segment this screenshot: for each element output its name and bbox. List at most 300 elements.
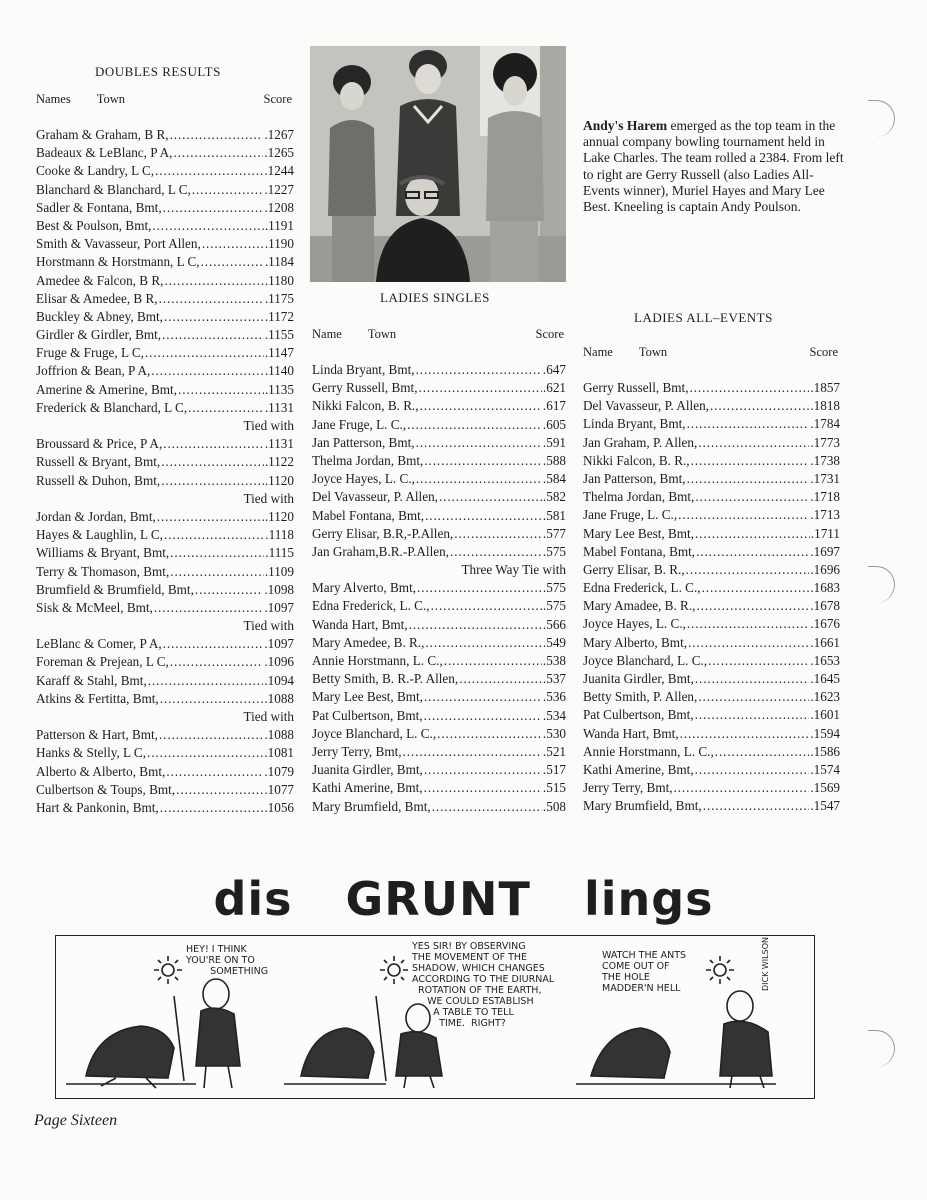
comic-strip (55, 935, 815, 1099)
result-score: .591 (542, 434, 566, 450)
leader-dots (424, 689, 542, 705)
result-score: .647 (542, 362, 566, 377)
leader-dots (419, 380, 542, 396)
leader-dots (687, 471, 810, 487)
result-name: Nikki Falcon, B. R., (312, 398, 419, 414)
result-row (312, 598, 566, 616)
leader-dots (176, 782, 263, 798)
result-score: .1115 (265, 545, 294, 561)
leader-dots (698, 435, 809, 451)
result-name: Jerry Terry, Bmt, (583, 780, 673, 796)
result-score: .1718 (810, 489, 840, 505)
result-name: Mary Alberto, Bmt, (583, 634, 688, 650)
result-name: Amerine & Amerine, Bmt, (36, 381, 178, 397)
result-score: .1155 (264, 327, 294, 343)
leader-dots (690, 380, 810, 396)
result-row (36, 727, 294, 745)
result-score: .1190 (264, 236, 294, 252)
result-score: .1265 (264, 145, 294, 161)
result-row (583, 726, 840, 744)
result-score: .1079 (264, 763, 294, 779)
result-name: Hart & Pankonin, Bmt, (36, 799, 159, 815)
result-row (583, 416, 840, 434)
result-name: Girdler & Girdler, Bmt, (36, 327, 162, 343)
result-row (583, 489, 840, 507)
result-score: .1175 (264, 290, 294, 306)
result-name: Best & Poulson, Bmt, (36, 217, 152, 233)
result-score: .530 (542, 725, 566, 741)
result-row (36, 473, 294, 491)
tie-note-text: Tied with (243, 618, 294, 634)
comic-title (0, 872, 927, 926)
comic-panel2-speech: YES SIR! BY OBSERVING THE MOVEMENT OF THE SHADOW, WHICH CHANGES ACCORDING TO THE DIURNAL ROTATION OF THE EARTH, WE COULD ESTABLISH A TABLE TO TELL TIME. RIGHT? (412, 941, 555, 1029)
leader-dots (164, 309, 264, 325)
team-photo-illustration (310, 46, 566, 282)
doubles-results-list (36, 127, 294, 818)
result-name: Wanda Hart, Bmt, (312, 616, 408, 632)
result-row (583, 689, 840, 707)
result-score: .1097 (264, 636, 294, 652)
allevents-col-name: Name (583, 345, 613, 359)
result-row (36, 745, 294, 763)
result-row (36, 145, 294, 163)
result-score: .1857 (810, 380, 840, 395)
comic-signature: DICK WILSON (761, 937, 770, 991)
result-name: Jerry Terry, Bmt, (312, 743, 402, 759)
result-row (312, 780, 566, 798)
result-row (36, 564, 294, 582)
singles-col-town: Town (367, 327, 397, 341)
result-score: .575 (542, 598, 566, 614)
tie-note-text: Tied with (243, 418, 294, 433)
result-name: Nikki Falcon, B. R., (583, 452, 690, 468)
result-name: Horstmann & Horstmann, L C, (36, 254, 200, 270)
result-score: .1131 (264, 436, 294, 452)
leader-dots (154, 600, 263, 616)
leader-dots (145, 345, 264, 361)
allevents-results-list (583, 380, 840, 817)
result-row (312, 671, 566, 689)
leader-dots (687, 616, 809, 632)
result-score: .1696 (810, 561, 840, 577)
leader-dots (439, 489, 542, 505)
result-name: Mary Lee Best, Bmt, (583, 525, 694, 541)
result-score: .1784 (810, 416, 840, 432)
leader-dots (159, 291, 264, 307)
leader-dots (155, 163, 263, 179)
leader-dots (407, 417, 542, 433)
result-score: .575 (542, 543, 566, 559)
tie-note-text: Tied with (243, 709, 294, 724)
leader-dots (425, 508, 542, 524)
leader-dots (695, 526, 810, 542)
result-name: Mary Amedee, B. R., (312, 634, 425, 650)
result-name: Jan Patterson, Bmt, (312, 434, 415, 450)
result-name: Gerry Russell, Bmt, (312, 380, 418, 396)
result-score: .1738 (810, 452, 840, 468)
result-row (312, 617, 566, 635)
result-score: .1056 (264, 799, 294, 815)
result-name: Linda Bryant, Bmt, (583, 416, 686, 432)
comic-title-lings: lings (583, 872, 714, 926)
result-row (36, 636, 294, 654)
result-score: .1683 (810, 580, 840, 596)
result-score: .1678 (810, 598, 840, 614)
result-row (583, 707, 840, 725)
leader-dots (195, 582, 263, 598)
leader-dots (702, 580, 810, 596)
result-row (36, 182, 294, 200)
leader-dots (695, 762, 810, 778)
result-name: Wanda Hart, Bmt, (583, 725, 679, 741)
result-score: .1109 (264, 563, 294, 579)
result-row (583, 398, 840, 416)
result-row (36, 764, 294, 782)
leader-dots (424, 780, 542, 796)
result-score: .537 (542, 671, 566, 687)
singles-col-name: Name (312, 327, 342, 341)
result-name: Mabel Fontana, Bmt, (583, 543, 696, 559)
result-name: Jane Fruge, L. C., (583, 507, 678, 523)
leader-dots (424, 762, 542, 778)
result-score: .1244 (264, 163, 294, 179)
result-score: .1118 (265, 527, 294, 543)
result-row (36, 400, 294, 418)
result-row (312, 708, 566, 726)
result-name: Joyce Blanchard, L. C., (312, 725, 437, 741)
result-row (36, 236, 294, 254)
result-row (36, 273, 294, 291)
result-name: Russell & Bryant, Bmt, (36, 454, 161, 470)
leader-dots (424, 453, 542, 469)
result-row (583, 653, 840, 671)
result-name: Atkins & Fertitta, Bmt, (36, 690, 159, 706)
result-name: Mabel Fontana, Bmt, (312, 507, 425, 523)
leader-dots (687, 416, 810, 432)
result-score: .1574 (810, 761, 840, 777)
result-row (583, 471, 840, 489)
result-score: .1773 (810, 434, 840, 450)
result-row (583, 562, 840, 580)
result-score: .1191 (264, 217, 294, 233)
result-row (583, 671, 840, 689)
leader-dots (192, 182, 264, 198)
result-score: .1122 (264, 454, 294, 470)
result-name: Juanita Girdler, Bmt, (583, 671, 694, 686)
result-name: Betty Smith, B. R.-P. Allen, (312, 671, 459, 687)
leader-dots (416, 471, 542, 487)
result-row (583, 453, 840, 471)
result-name: Jane Fruge, L. C., (312, 416, 407, 432)
result-row (583, 744, 840, 762)
result-score: .1569 (810, 780, 840, 796)
result-name: Foreman & Prejean, L C, (36, 654, 169, 670)
result-row (36, 363, 294, 381)
result-row (312, 435, 566, 453)
result-score: .536 (542, 689, 566, 705)
result-name: Broussard & Price, P A, (36, 436, 163, 452)
leader-dots (164, 527, 264, 543)
result-name: Russell & Duhon, Bmt, (36, 472, 161, 488)
result-name: Betty Smith, P. Allen, (583, 689, 698, 705)
tie-note (312, 562, 566, 580)
result-name: Edna Frederick, L. C., (583, 580, 701, 596)
leader-dots (680, 726, 810, 742)
result-row (583, 798, 840, 816)
result-name: Smith & Vavasseur, Port Allen, (36, 236, 201, 252)
leader-dots (152, 218, 263, 234)
result-score: .1135 (264, 381, 294, 397)
result-score: .534 (542, 707, 566, 723)
result-score: .575 (542, 580, 566, 596)
tie-note (36, 418, 294, 436)
result-score: .1697 (810, 543, 840, 559)
allevents-column-headers (583, 345, 838, 360)
result-row (36, 218, 294, 236)
result-name: Juanita Girdler, Bmt, (312, 762, 423, 778)
result-name: Elisar & Amedee, B R, (36, 290, 158, 306)
leader-dots (160, 800, 264, 816)
leader-dots (170, 654, 264, 670)
result-score: .1645 (810, 671, 840, 686)
doubles-col-score: Score (263, 92, 292, 106)
result-row (36, 545, 294, 563)
result-name: Edna Frederick, L. C., (312, 598, 430, 614)
leader-dots (417, 580, 542, 596)
result-score: .584 (542, 471, 566, 487)
result-row (36, 200, 294, 218)
result-score: .1131 (264, 399, 294, 415)
result-row (312, 489, 566, 507)
tie-note (36, 491, 294, 509)
result-row (312, 689, 566, 707)
result-name: Brumfield & Brumfield, Bmt, (36, 581, 194, 597)
allevents-heading: LADIES ALL–EVENTS (634, 310, 773, 325)
result-row (312, 417, 566, 435)
result-score: .621 (542, 380, 566, 396)
caption-lead: Andy's Harem (583, 118, 668, 133)
leader-dots (450, 544, 542, 560)
page-edge-mark (868, 1030, 895, 1067)
result-score: .1120 (264, 472, 294, 488)
result-row (583, 616, 840, 634)
result-name: Annie Horstmann, L. C., (583, 743, 714, 759)
result-score: .617 (542, 398, 566, 414)
leader-dots (416, 362, 542, 378)
result-row (36, 327, 294, 345)
result-row (36, 800, 294, 818)
result-name: Gerry Elisar, B.R,-P.Allen, (312, 525, 454, 541)
tie-note-text: Three Way Tie with (461, 562, 566, 578)
result-name: Culbertson & Toups, Bmt, (36, 781, 176, 797)
leader-dots (148, 673, 264, 689)
result-score: .1147 (264, 345, 294, 361)
result-name: Williams & Bryant, Bmt, (36, 545, 170, 561)
result-score: .1172 (264, 308, 294, 324)
result-score: .517 (542, 762, 566, 778)
leader-dots (170, 127, 264, 143)
leader-dots (444, 653, 542, 669)
leader-dots (425, 635, 541, 651)
leader-dots (715, 744, 810, 760)
singles-heading: LADIES SINGLES (380, 290, 490, 305)
leader-dots (432, 799, 542, 815)
result-score: .1818 (810, 398, 840, 414)
leader-dots (166, 764, 263, 780)
result-name: Badeaux & LeBlanc, P A, (36, 145, 173, 161)
result-name: Frederick & Blanchard, L C, (36, 399, 188, 415)
result-name: Thelma Jordan, Bmt, (583, 489, 695, 505)
result-row (312, 544, 566, 562)
result-score: .1227 (264, 181, 294, 197)
leader-dots (163, 200, 264, 216)
result-name: Gerry Elisar, B. R., (583, 561, 685, 577)
result-row (36, 782, 294, 800)
result-row (312, 762, 566, 780)
doubles-col-names: Names (36, 92, 71, 106)
leader-dots (695, 707, 810, 723)
result-score: .1653 (810, 652, 840, 668)
result-name: Pat Culbertson, Bmt, (312, 707, 423, 723)
leader-dots (173, 145, 263, 161)
result-score: .1180 (264, 272, 294, 288)
result-row (583, 435, 840, 453)
comic-title-grunt: GRUNT (345, 872, 531, 926)
leader-dots (710, 398, 809, 414)
result-score: .1267 (264, 127, 294, 142)
result-score: .521 (542, 743, 566, 759)
result-row (36, 454, 294, 472)
result-name: Linda Bryant, Bmt, (312, 362, 415, 377)
result-score: .1208 (264, 199, 294, 215)
tie-note (36, 709, 294, 727)
result-score: .1097 (264, 599, 294, 615)
result-row (36, 582, 294, 600)
caption-body: emerged as the top team in the annual company bowling tournament held in Lake Charles. The team rolled a 2384. From left to right are Gerry Russell (also Ladies All-Events winner), Muriel Hayes and Mary Lee Best. Kneeling is captain Andy Poulson. (583, 118, 844, 215)
leader-dots (688, 635, 809, 651)
result-score: .1623 (810, 689, 840, 705)
result-name: Jan Graham, P. Allen, (583, 434, 698, 450)
team-photo (310, 46, 566, 282)
result-score: .605 (542, 416, 566, 432)
leader-dots (159, 727, 263, 743)
result-row (36, 673, 294, 691)
singles-column-headers (312, 327, 564, 342)
result-row (36, 291, 294, 309)
leader-dots (160, 691, 264, 707)
leader-dots (157, 509, 264, 525)
result-score: .1081 (264, 745, 294, 761)
result-row (36, 654, 294, 672)
result-name: Joffrion & Bean, P A, (36, 363, 151, 379)
result-name: Mary Brumfield, Bmt, (312, 798, 431, 814)
leader-dots (691, 453, 810, 469)
result-row (583, 380, 840, 398)
singles-col-score: Score (535, 327, 564, 341)
result-row (36, 127, 294, 145)
tie-note-text: Tied with (243, 490, 294, 506)
result-score: .1661 (810, 634, 840, 650)
doubles-col-town: Town (96, 92, 126, 106)
leader-dots (437, 726, 542, 742)
comic-title-dis: dis (213, 872, 293, 926)
result-name: Sadler & Fontana, Bmt, (36, 199, 162, 215)
result-score: .538 (542, 653, 566, 668)
result-name: Jan Patterson, Bmt, (583, 470, 686, 486)
result-row (312, 580, 566, 598)
result-name: Sisk & McMeel, Bmt, (36, 599, 153, 615)
result-name: Hayes & Laughlin, L C, (36, 527, 163, 543)
result-name: Buckley & Abney, Bmt, (36, 308, 163, 324)
result-name: Blanchard & Blanchard, L C, (36, 181, 191, 197)
result-score: .1713 (810, 507, 840, 523)
comic-panel1-speech: HEY! I THINK YOU'RE ON TO SOMETHING (186, 944, 269, 977)
leader-dots (201, 254, 264, 270)
leader-dots (696, 598, 809, 614)
comic-panel3-speech: WATCH THE ANTS COME OUT OF THE HOLE MADDER'N HELL (602, 950, 687, 994)
result-score: .1184 (264, 254, 294, 270)
result-name: Jordan & Jordan, Bmt, (36, 508, 156, 524)
result-name: Pat Culbertson, Bmt, (583, 707, 694, 723)
result-name: Patterson & Hart, Bmt, (36, 727, 158, 743)
result-row (312, 726, 566, 744)
result-row (312, 653, 566, 671)
result-row (312, 453, 566, 471)
result-name: Fruge & Fruge, L C, (36, 345, 144, 361)
result-name: Amedee & Falcon, B R, (36, 272, 164, 288)
result-row (583, 507, 840, 525)
leader-dots (163, 436, 264, 452)
result-row (312, 799, 566, 817)
leader-dots (170, 545, 264, 561)
result-name: Del Vavasseur, P. Allen, (312, 489, 438, 505)
page-edge-mark (868, 566, 895, 603)
result-row (312, 471, 566, 489)
result-row (583, 580, 840, 598)
singles-results-list (312, 362, 566, 817)
allevents-col-score: Score (809, 345, 838, 359)
result-score: .1731 (810, 470, 840, 486)
result-row (312, 362, 566, 380)
leader-dots (703, 798, 810, 814)
result-score: .549 (542, 634, 566, 650)
result-score: .1547 (810, 798, 840, 814)
leader-dots (696, 544, 809, 560)
result-name: Mary Amadee, B. R., (583, 598, 696, 614)
result-row (583, 544, 840, 562)
page-edge-mark (868, 100, 895, 137)
result-row (583, 635, 840, 653)
result-name: Graham & Graham, B R, (36, 127, 169, 142)
result-name: Annie Horstmann, L. C., (312, 653, 443, 668)
leader-dots (674, 780, 810, 796)
result-name: Terry & Thomason, Bmt, (36, 563, 170, 579)
result-score: .1586 (810, 743, 840, 759)
result-row (36, 254, 294, 272)
result-name: Joyce Blanchard, L. C., (583, 652, 708, 668)
doubles-heading: DOUBLES RESULTS (95, 64, 221, 79)
leader-dots (163, 636, 264, 652)
result-name: Del Vavasseur, P. Allen, (583, 398, 709, 414)
leader-dots (698, 689, 809, 705)
leader-dots (459, 671, 542, 687)
result-row (36, 382, 294, 400)
result-score: .1088 (264, 727, 294, 743)
result-row (312, 508, 566, 526)
result-score: .1096 (264, 654, 294, 670)
leader-dots (202, 236, 264, 252)
result-score: .1094 (264, 672, 294, 688)
